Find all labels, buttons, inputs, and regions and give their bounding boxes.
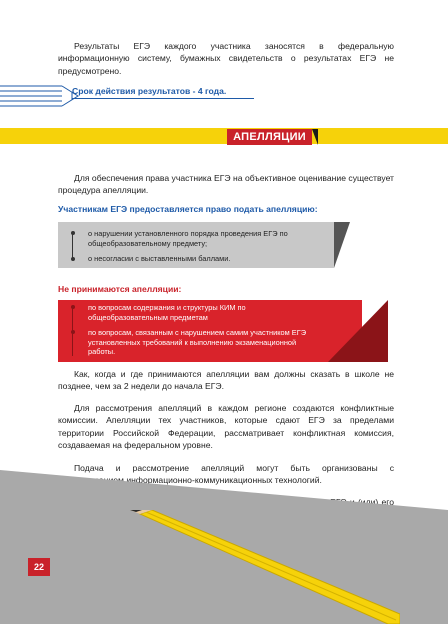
not-accepted-heading: Не принимаются апелляции: <box>58 284 182 294</box>
section-title: АПЕЛЛЯЦИИ <box>227 129 312 145</box>
pencil-icon <box>100 510 400 624</box>
not-accepted-item: по вопросам содержания и структуры КИМ по общеобразовательным предметам <box>88 303 246 322</box>
body-paragraph: Для рассмотрения апелляций в каждом регионе создаются конфликтные комиссии. Апелляции тех участников, которые сдают ЕГЭ за пределами территории Российской Федерации, рассматривает конфликтная комиссия, создаваемая на федеральном уровне. <box>58 403 394 451</box>
pencil-icon <box>0 78 80 114</box>
bullet-dot <box>71 305 75 309</box>
page-number: 22 <box>28 558 50 576</box>
purpose-paragraph: Для обеспечения права участника ЕГЭ на объективное оценивание существует процедура апелляции. <box>58 173 394 196</box>
not-accepted-item: по вопросам, связанным с нарушением самим участником ЕГЭ установленных требований к выполнению экзаменационной работы. <box>88 328 307 357</box>
validity-note: Срок действия результатов - 4 года. <box>72 86 227 96</box>
decorative-grey-wedge <box>0 470 448 510</box>
body-paragraph: Подача и рассмотрение апелляций могут быть организованы с использованием информационно-коммуникационных технологий. <box>58 463 394 486</box>
allowed-item: о нарушении установленного порядка проведения ЕГЭ по общеобразовательному предмету; <box>88 229 288 248</box>
banner-shadow <box>312 129 318 145</box>
allowed-heading: Участникам ЕГЭ предоставляется право подать апелляцию: <box>58 204 318 214</box>
body-paragraph: Как, когда и где принимаются апелляции вам должны сказать в школе не позднее, чем за 2 недели до начала ЕГЭ. <box>58 369 394 392</box>
bullet-dot <box>71 257 75 261</box>
allowed-box-fold <box>334 222 350 268</box>
intro-paragraph: Результаты ЕГЭ каждого участника заносятся в федеральную информационную систему, бумажных свидетельств о результатах ЕГЭ не предусмотрено. <box>58 41 394 76</box>
allowed-item: о несогласии с выставленными баллами. <box>88 254 231 263</box>
bullet-dot <box>71 330 75 334</box>
allowed-list-rail <box>72 232 73 260</box>
section-banner <box>0 128 448 144</box>
body-paragraph: При рассмотрении апелляции может присутствовать участник ЕГЭ и (или) его <box>74 497 394 507</box>
validity-underline <box>72 98 254 99</box>
not-accepted-box-fold <box>328 300 388 362</box>
bullet-dot <box>71 231 75 235</box>
